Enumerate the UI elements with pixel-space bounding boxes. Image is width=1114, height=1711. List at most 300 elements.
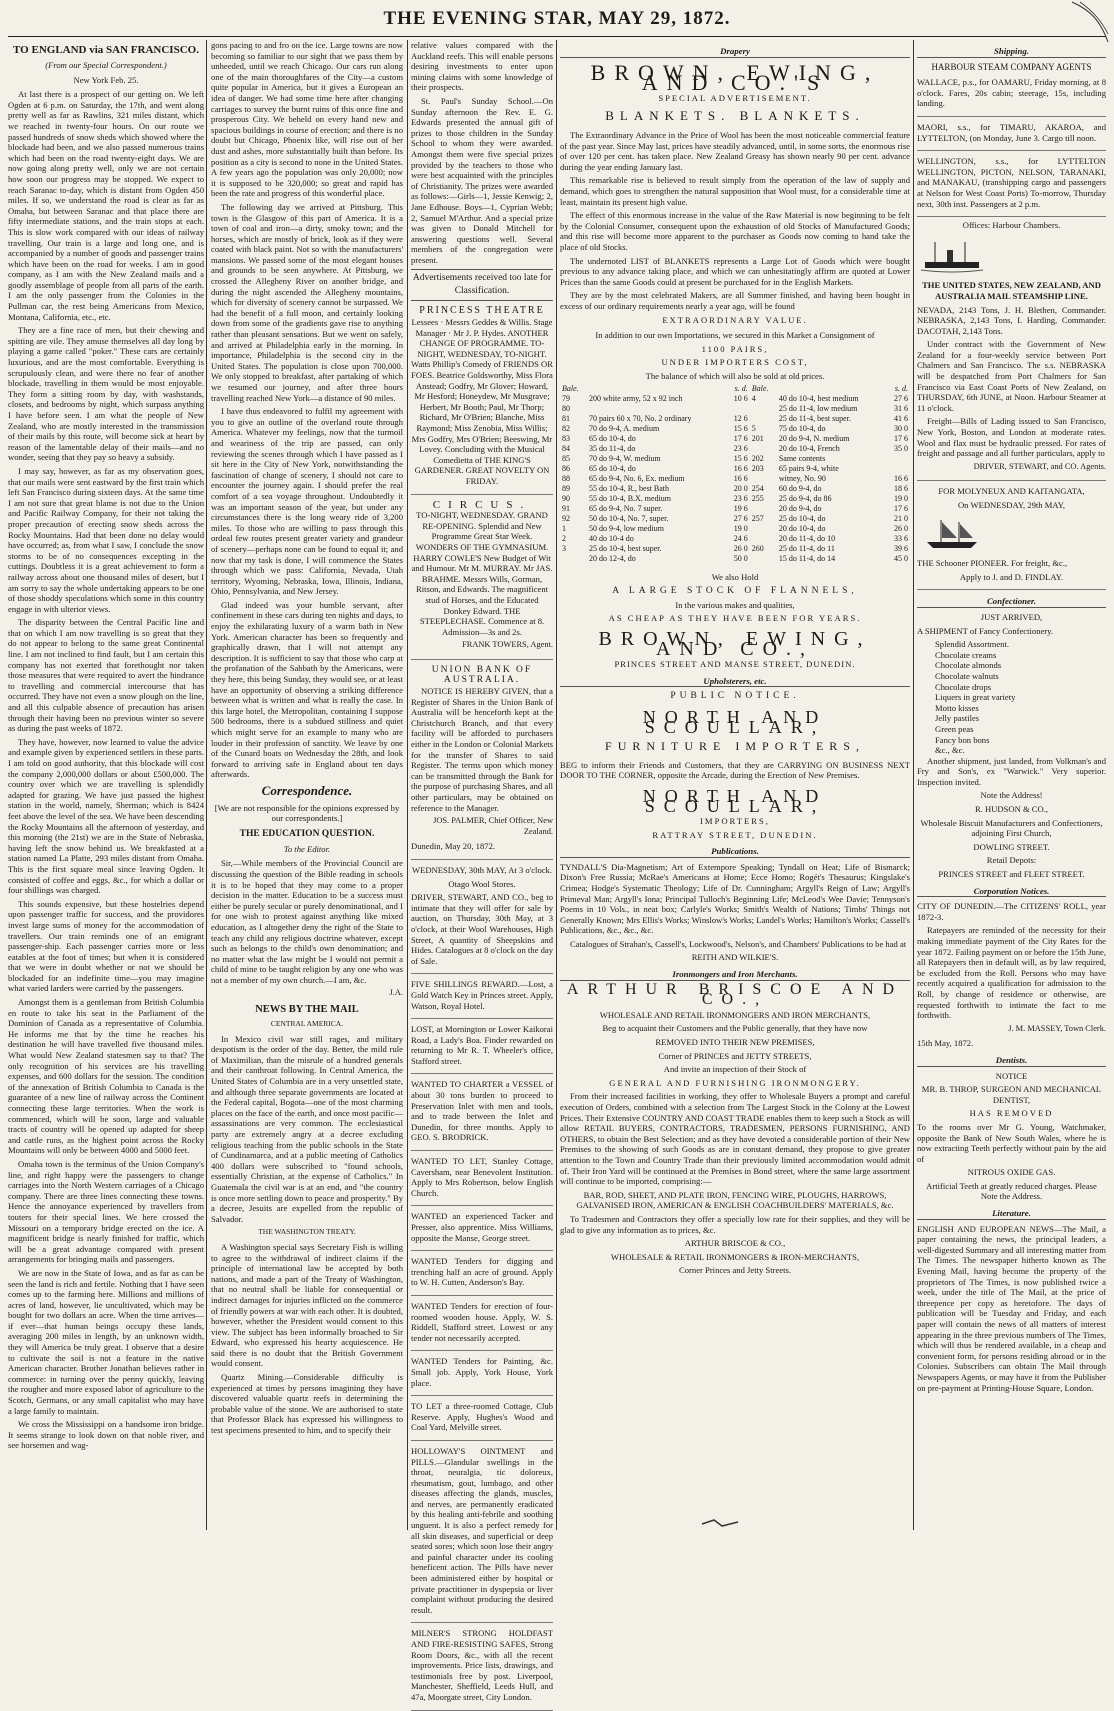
price-table-cell: 25 do 10-4, do xyxy=(778,514,826,524)
publications-text: TYNDALL'S Dia-Magnetism; Art of Extempore Speaking; Tyndall on Heat; Life of Bismarck; Dixon's Free Russia; McRae's Americans at Home; Ecce Homo; Rogét's Thesaurus; Kingslake's Crimea; Hodge's Systematic Theology; Life of Dr. Cunningham; Argyll's Reign of Law; Argyll's Primeval Man; Argyll's Iona; Principal Tulloch's Beginning Life; McLeod's Wee Davie; Tennyson's Poems in 10 Vols., in neat box; Carlyle's Works; Smith's Wealth of Nations; Timbs' Things not Generally Known; Mrs Ellis's Works; Winslow's Works; Landel's Works; Hamilton's Works; Cassell's Publications, &c., &c., &c. xyxy=(560,861,910,936)
molyneux-title: FOR MOLYNEUX AND KAITANGATA, xyxy=(938,486,1085,497)
let-ad xyxy=(411,1399,553,1441)
price-table-row xyxy=(560,504,910,514)
section-drapery: Drapery xyxy=(560,46,910,58)
price-table-cell: 20 do 11-4, do 10 xyxy=(778,534,836,544)
price-table-cell xyxy=(886,454,910,464)
briscoe-signature-2: WHOLESALE & RETAIL IRONMONGERS & IRON-MERCHANTS, xyxy=(610,1251,860,1262)
circus-title: CIRCUS. xyxy=(432,498,532,511)
price-table-cell xyxy=(587,384,726,394)
drapery-paragraph: The Extraordinary Advance in the Price of Wool has been the most noticeable commercial feature of the past year. Since May last, prices have steadily advanced, until, in some sorts, the enormous rise of over 120 per cent. has taken place. New Zealand Greasy has shown nearly 90 per cent. advance during the year ending January last. xyxy=(560,129,910,172)
holloway-text: HOLLOWAY'S OINTMENT and PILLS.—Glandular swellings in the throat, neuralgia, tic doloreux, rheumatism, gout, lumbago, and other diseases affecting the glands, muscles, and nerves, are permanently eradicated by this healing anti-febrile and soothing unguent. It is also a perfect remedy for all skin diseases, and superficial or deep seated sores; which soon lose their angry and painful character under its cooling beneficent action. The Pills have never been administered either by hospital or private practitioner in dyspepsia or liver complaint without producing the desired result. xyxy=(411,1445,553,1615)
driver-stewart-text: DRIVER, STEWART, AND CO., beg to intimate that they will offer for sale by auction, on Thursday, 30th May, at 3 o'clock, at their Wool Warehouses, High Street, A quantity of Sheepskins and Hides. Catalogues at 8 o'clock on the day of Sale. xyxy=(411,892,553,966)
price-table-row xyxy=(560,524,910,534)
price-table-cell: 17 6 xyxy=(894,504,908,514)
price-table-cell xyxy=(726,404,750,414)
price-table-cell: 16 6 xyxy=(733,474,748,484)
sale-date: WEDNESDAY, 30th MAY, At 3 o'clock. xyxy=(411,864,552,875)
massey-date: 15th May, 1872. xyxy=(917,1038,974,1049)
price-table-cell: 26 0 xyxy=(733,544,748,554)
price-table-cell: 24 6 xyxy=(733,534,748,544)
column-divider xyxy=(913,40,914,1530)
tenders-ad xyxy=(411,1299,553,1351)
section-corporation: Corporation Notices. xyxy=(917,886,1106,898)
masthead-rule xyxy=(8,36,1106,37)
article-paragraph: relative values compared with the Auckland reefs. This will enable persons desiring investments to enter upon mining claims with some knowledge of their prospects. xyxy=(411,40,553,93)
molyneux-date: On WEDNESDAY, 29th MAY, xyxy=(957,500,1066,510)
section-literature: Literature. xyxy=(917,1208,1106,1220)
price-table-cell: 20 0 xyxy=(733,484,748,494)
price-table-cell: 84 xyxy=(562,444,570,454)
article-paragraph: I have thus endeavored to fulfil my agreement with you to give an outline of the overland route through America. Whatever my feelings, now that the turmoil and weariness of the trip are passed, can only reviewing the scenes through which I have passed as I sit here in the City of New York, notwithstanding the fascination of change of scenery, I should not care to encounter the journey again. I should prefer the real comfort of a sea voyage throughout. Undoubtedly it was an important season of the year, but under any circumstances there is the long weary ride of 3,200 miles. To those who are willing to pass through this ordeal few routes present greater variety and grandeur of scenery—perhaps none can be found to equal it; and now that my task is done, I will commence the States through which we pass: California, Nevada, Utah territory, Wyoming, Nebraska, Iowa, Illinois, Indiana, Ohio, Pennsylvania, and New Jersey. xyxy=(211,406,403,597)
briscoe-beg: Beg to acquaint their Customers and the Public generally, that they have now xyxy=(602,1023,868,1034)
confectionery-item: Liquers in great variety xyxy=(935,692,1016,703)
blankets-heading: BLANKETS. BLANKETS. xyxy=(605,108,865,124)
price-table-row xyxy=(560,484,910,494)
circus-ad xyxy=(411,498,553,660)
column-4 xyxy=(560,40,910,1530)
harbour-agents: HARBOUR STEAM COMPANY AGENTS xyxy=(931,61,1092,72)
price-table-cell: 65 do 9-4, No. 6, Ex. medium xyxy=(589,474,685,484)
wallace-ad xyxy=(917,75,1106,117)
price-table-cell: 25 do 11-4, best super. xyxy=(778,414,851,424)
confectionery-item: Fancy bon bons xyxy=(935,734,990,745)
tacker-ad xyxy=(411,1209,553,1251)
price-table-cell: 23 6 xyxy=(733,444,748,454)
digging-text: WANTED Tenders for digging and trenching half an acre of ground. Apply to W. H. Cutten, Anderson's Bay. xyxy=(411,1256,553,1288)
dentist-notice: NOTICE xyxy=(995,1070,1028,1081)
section-ironmongers: Ironmongers and Iron Merchants. xyxy=(560,969,910,981)
price-table-cell: 20 do 9-4, do xyxy=(778,504,822,514)
maori-ad xyxy=(917,120,1106,151)
ink-stamp-icon xyxy=(700,1516,740,1530)
reith-wilkie: REITH AND WILKIE'S. xyxy=(691,952,779,963)
confectionery-item: Chocolate drops xyxy=(935,681,992,692)
briscoe-invite: And invite an inspection of their Stock of xyxy=(663,1064,807,1075)
article-paragraph: The following day we arrived at Pittsburg. This town is the Glasgow of this part of America. It is a town of coal and iron—a dirty, smoky town; and the horses, which are mostly of brick, look as if they were coated with black paint. Not so with the manufacturers' mansions. We passed some of the most elegant houses and grounds to be seen anywhere. At Pittsburg, we crossed the Allegheny River on another bridge, and during the night ascended the Allegheny mountains, which for diversity of scenery cannot be surpassed. We had the benefit of a full moon, and certainly looking down from some of the gradients gave rise to anything rather than pleasant sensations. But we went on safely, and arrived at Philadelphia early in the morning. In importance, Philadelphia is the second city in the United States. The population is close upon 700,000. We only stopped to breakfast, after partaking of which we resumed our journey, and after three hours travelling reached New York—a distance of 90 miles. xyxy=(211,201,403,403)
throp-name: MR. B. THROP, SURGEON AND MECHANICAL DENTIST, xyxy=(921,1084,1102,1105)
price-table-header xyxy=(560,384,910,394)
section-publications: Publications. xyxy=(560,846,910,858)
circus-text: TO-NIGHT, WEDNESDAY. GRAND RE-OPENING. Splendid and New Programme Great Star Week. WONDERS OF THE GYMNASIUM. HARRY COWLE'S New Budget of Wit and Humour. Mr M. MURRAY. Mr JAS. BRAHME. Messrs Wills, Gorman, Ritson, and Edwards. The magnificent stud of Horses, and the Educated Donkey Edward. THE STEEPLECHASE. Commence at 8. Admission—3s and 2s. xyxy=(411,510,553,637)
price-table-row xyxy=(560,514,910,524)
price-table-cell: 20 do 12-4, do xyxy=(589,554,636,564)
price-table-cell: 17 6 xyxy=(894,434,908,444)
union-bank-ad xyxy=(411,663,553,860)
news-subheading: CENTRAL AMERICA. xyxy=(270,1019,344,1029)
blanket-price-table xyxy=(560,384,910,564)
confectionery-item: Chocolate creams xyxy=(935,649,997,660)
price-table-cell: 65 do 9-4, No. 7 super. xyxy=(589,504,663,514)
price-table-cell xyxy=(750,444,777,454)
article-paragraph: We are now in the State of Iowa, and as far as can be seen the land is rich and fertile. Nothing that I have seen comes up to the farming here. Millions and millions of acres of land, however, lie uncultivated, which may be bought for two dollars an acre. When the time arrives—if ever—that human beings occupy these lands, averaging 200 miles in length, by an unknown width, they will America be truly great. I observe that a desire to cultivate the soil is not a feature in the native American character. Brother Jonathan believes rather in commerce: in turning over the penny quickly, leaving the rougher and more exposed labor of agriculture to the Scotch, Germans, or any small capitalist who may have a large family to maintain. xyxy=(8,1267,204,1416)
news-paragraph: In Mexico civil war still rages, and military despotism is the order of the day. Better, the mild rule of Maximilian, than the misrule of a hundred generals and their canthroat following. In Central America, the United States of Columbia are in a very unsettled state, and although three separate governments are located at the Federal capital, Bogota—one of the most charming places on the face of the earth, and once most pacific—assassinations are very common. The ecclesiastical party are extremely angry at a decree excluding religious teaching from the public schools in the State of Cundinamarca, and at a public meeting of Catholics 400 dollars were subscribed to "found schools, essentially Christian, at the expense of Catholics." In Guatemala the civil war is at an end, and "the country is once more settling down to peace and prosperity." By a decree, Jesuits are expelled from the republic of Salvador. xyxy=(211,1033,403,1224)
brown-ewing-brand-2: BROWN, EWING, AND CO., xyxy=(598,627,872,661)
artificial-teeth: Artificial Teeth at greatly reduced charges. Please Note the Address. xyxy=(926,1180,1097,1202)
wallace-text: WALLACE, p.s., for OAMARU, Friday morning, at 8 o'clock. Fares, 20s cabin; steerage, 15s, including landing. xyxy=(917,77,1106,109)
reward-ad xyxy=(411,977,553,1019)
price-table-cell: 89 xyxy=(562,484,570,494)
price-table-row xyxy=(560,434,910,444)
drapery-paragraph: The effect of this enormous increase in the value of the Raw Material is now beginning to be felt by the Colonial Consumer, consequent upon the exhaustion of old Stocks of Manufactured Goods; and this rise will become more apparent to the purchaser as Goods now coming to hand take the place of old Stocks. xyxy=(560,210,910,252)
price-table-row xyxy=(560,534,910,544)
molyneux-ad xyxy=(917,484,1106,590)
princess-theatre-ad xyxy=(411,304,553,494)
dowling-street: DOWLING STREET. xyxy=(973,841,1050,852)
extraordinary-value: EXTRAORDINARY VALUE. xyxy=(662,315,808,326)
price-table-cell: 30 0 xyxy=(894,424,908,434)
price-table-cell: 70 do 9-4, W. medium xyxy=(589,454,661,464)
confectionery-item: Motto kisses xyxy=(935,702,979,713)
price-table-cell: 18 6 xyxy=(894,484,908,494)
column-1 xyxy=(8,40,204,1530)
painting-ad xyxy=(411,1354,553,1396)
price-table-cell: 55 do 10-4, R., best Bath xyxy=(589,484,670,494)
price-table-cell: 85 xyxy=(562,454,570,464)
briscoe-removed: REMOVED INTO THEIR NEW PREMISES, xyxy=(655,1037,815,1048)
article-paragraph: Omaha town is the terminus of the Union Company's line, and right happy were the passengers to change carriages into the North Western carriages of a Chicago company. There are three lines connecting these towns. Hence the annoyance experienced by travellers from touters for their special lines. We here crossed the Missouri on a temporary bridge erected on the ice. A magnificent bridge is nearly finished for traffic, which will be a great advantage compared with present arrangements for bringing mails and passengers. xyxy=(8,1158,204,1265)
briscoe-signature: ARTHUR BRISCOE & CO., xyxy=(684,1238,786,1249)
depots-streets: PRINCES STREET and FLEET STREET. xyxy=(938,869,1085,880)
price-table-cell: 5 xyxy=(751,424,756,434)
price-table-cell: 17 6 xyxy=(733,434,748,444)
price-table-cell: 50 do 10-4, No. 7, super. xyxy=(589,514,669,524)
princess-text: Lessees · Messrs Geddes & Willis. Stage Manager · Mr J. P. Hydes. ANOTHER CHANGE OF PROGRAMME. TO-NIGHT, WEDNESDAY, TO-NIGHT. Watts Phillip's Comedy of FRIENDS OR FOES. Beatrice Goldsworthy, Miss Flora Anstead; Godfry, Mr Glover; Howard, Mr Hesford; Honeydew, Mr Musgrave; Herbert, Mr Booth; Paul, Mr Thorp; Richard, Mr O'Brien; Blanche, Miss Raymond; Miss Zenobia, Miss Willis; Mrs Godfry, Mrs O'Brien; Beeswing, Mr Lovey. Concluding with the Musical Comedietta of THE KING'S GARDENER. GREAT NOVELTY ON FRIDAY. xyxy=(411,317,553,486)
bank-title: UNION BANK OF AUSTRALIA. xyxy=(431,664,533,686)
cottage-ad xyxy=(411,1154,553,1206)
retail-depots: Retail Depots: xyxy=(986,855,1037,866)
price-table-cell: 39 6 xyxy=(894,544,908,554)
drapery-paragraph: This remarkable rise is believed to result simply from the operation of the law of supply and demand, which goes to strengthen the natural supposition that Wool must, for a considerable time at least, maintain its present high value. xyxy=(560,175,910,207)
price-table-cell: 20 do 10-4, do xyxy=(778,524,826,534)
charter-text: WANTED TO CHARTER a VESSEL of about 30 tons burden to proceed to Preservation Inlet with men and tools, and to trade between the Inlet and Dunedin, for three months. Apply to GEO. S. BRODRICK. xyxy=(411,1079,553,1143)
steamship-icon xyxy=(917,240,987,274)
publications-catalogues: Catalogues of Strahan's, Cassell's, Lockwood's, Nelson's, and Chambers' Publications to be had at xyxy=(570,938,907,949)
price-table-cell: 40 do 10-4 do xyxy=(589,534,634,544)
column-divider xyxy=(556,40,557,1530)
price-table-cell: 25 do 11-4, low medium xyxy=(778,404,858,414)
us-line-ships: NEVADA, 2143 Tons, J. H. Blethen, Commander. NEBRASKA, 2,143 Tons, I. Harding, Commander. DACOTAH, 2,143 Tons. xyxy=(917,304,1106,336)
price-table-cell: 65 pairs 9-4, white xyxy=(778,464,839,474)
hudson-name: R. HUDSON & CO., xyxy=(974,804,1049,815)
price-table-cell: 254 xyxy=(751,484,764,494)
bank-signature: JOS. PALMER, Chief Officer, New Zealand. xyxy=(433,816,553,836)
article-paragraph: At last there is a prospect of our getting on. We left Ogden at 6 p.m. on Saturday, the 17th, and went along pretty well as far as Rawlins, 321 miles distant, which we reached in twenty-four hours. On our route we passed hundreds of snow sheds which showed where the blockade had been, and we also passed numerous trains which had been on the road twenty-eight days. We are now going along pretty well, only we are not certain how soon our progress may be stopped. We expect to reach Saranac to-day, which is distant from Ogden 450 miles. If so, we understand the road is clear as far as Omaha, but between Saranac and that place there are fifty intermediate stations, and the train stops at each. This is slow work compared with our ideas of railway travelling. Our train is a large and long one, and is accompanied by a number of goods and passenger trains which have been on the road for weeks. I am in good company, as I am with the New Zealand mails and a goodly assemblage of people from all parts of the earth. I am the only passenger from the Colonies in the Pullman car, the rest being Americans from Mexico, Montana, California, etc., etc. xyxy=(8,89,204,322)
north-scoullar-address: RATTRAY STREET, DUNEDIN. xyxy=(652,829,818,840)
sale-place: Otago Wool Stores. xyxy=(448,878,516,889)
price-table-cell: 201 xyxy=(751,434,764,444)
price-table-cell: 25 do 10-4, best super. xyxy=(589,544,662,554)
price-table-cell xyxy=(560,554,587,564)
pairs-count: 1100 PAIRS, xyxy=(701,343,769,354)
price-table-cell: 82 xyxy=(562,424,570,434)
charter-ad xyxy=(411,1077,553,1151)
cottage-text: WANTED TO LET, Stanley Cottage, Caversham, near Benevolent Institution. Apply to Mrs Robertson, below English Church. xyxy=(411,1156,553,1198)
under-cost: UNDER IMPORTERS COST, xyxy=(661,357,809,368)
confectionery-item: Jelly pastiles xyxy=(935,713,980,724)
us-mail-line-ad xyxy=(917,234,1106,482)
price-table-cell: 91 xyxy=(562,504,570,514)
note-address: Note the Address! xyxy=(980,790,1043,801)
wellington-ad xyxy=(917,154,1106,217)
north-scoullar-sub: FURNITURE IMPORTERS, xyxy=(605,738,865,753)
freight-text: Freight—Bills of Lading issued to San Francisco, New York, Boston, and London at moderate rates. Wool and flax must be hydraulic pressed. For rates of freight and passage and all further particulars, apply to xyxy=(917,416,1106,459)
confectionery-item: &c., &c. xyxy=(935,745,965,756)
schooner-icon xyxy=(917,518,987,552)
price-table-cell xyxy=(777,384,887,394)
education-to-editor: To the Editor. xyxy=(283,843,331,854)
briscoe-general: GENERAL AND FURNISHING IRONMONGERY. xyxy=(609,1077,861,1088)
price-table-cell xyxy=(587,404,726,414)
price-table-row xyxy=(560,464,910,474)
article-paragraph: Glad indeed was your humble servant, after confinement in these cars during ten nights and days, to enjoy the exhilarating luxury of a warm bath in New York. American character has been so frequently and graphically drawn, that I will not attempt any description. It is sufficient to say that those who carp at the profanation of the Sabbath by the Americans, were they here, this being Sunday, they would see, or at least have an opportunity of observing a striking difference between what is written and what is really the case. In this large hotel, the Metropolitan, containing I suppose 500 bedrooms, there is a subdued stillness and quiet which might serve for an example to many who are louder in their profession of sanctity. We leave by one of the Cunard boats on Wednesday the 28th, and look forward to arriving safe in England about ten days afterwards. xyxy=(211,599,403,780)
flannels-heading: A LARGE STOCK OF FLANNELS, xyxy=(612,586,858,597)
another-shipment: Another shipment, just landed, from Volkman's and Fry and Son's, ex "Warwick." Very superior. Inspection invited. xyxy=(917,755,1106,787)
shipment-text: A SHIPMENT of Fancy Confectionery. xyxy=(917,625,1054,636)
price-table-cell: 81 xyxy=(562,414,570,424)
price-table-row xyxy=(560,404,910,414)
us-line-text: Under contract with the Government of New Zealand for a four-weekly service between Port Chalmers and San Francisco. The s.s. NEBRASKA will be despatched from Port Chalmers for San Francisco via East Coast Ports of New Zealand, on THURSDAY, 6th JUNE, at Noon. Harbour Steamer at 11 o'clock. xyxy=(917,339,1106,413)
bank-text: NOTICE IS HEREBY GIVEN, that a Register of Shares in the Union Bank of Australia will be henceforth kept at the Christchurch Branch, and that every facility will be afforded to purchasers either in the London or Colonial Markets for the transfer of Shares to said Register. The terms upon which money can be transmitted through the Bank for the purpose of purchasing Shares, and all other particulars, may be obtained on reference to the Manager. xyxy=(411,686,553,813)
pioneer-apply: Apply to J. and D. FINDLAY. xyxy=(959,571,1064,582)
price-table-cell: Same contents xyxy=(778,454,826,464)
massey-signature: J. M. MASSEY, Town Clerk. xyxy=(1008,1023,1106,1033)
price-table-cell: 70 pairs 60 x 70, No. 2 ordinary xyxy=(589,414,692,424)
tacker-text: WANTED an experienced Tacker and Presser, also apprentice. Miss Williams, opposite the Manse, George street. xyxy=(411,1211,553,1243)
article-paragraph: They have, however, now learned to value the advice and example given by experienced settlers in these parts. I am told on good authority, that this blockade will cost the company 2,000,000 dollars or about £500,000. The country over which we are travelling is splendidly adapted for grazing. We have just passed the highest station in the world, namely, Sherman; which is 8424 feet above the level of the sea. We have been descending the Rocky Mountains all the afternoon of yesterday, and this morning (the 21st) we are in the State of Nebraska, having left the snow behind us. We breakfasted at a station named La Platte, 293 miles distant from Omaha. This is the first square meal since leaving Ogden. It consisted of coffee and eggs, &c., for which a dollar or four shillings was charged. xyxy=(8,736,204,896)
confectionery-item: Splendid Assortment. xyxy=(935,639,1010,650)
price-table-cell: 55 do 10-4, B.X. medium xyxy=(589,494,672,504)
price-table-cell: 257 xyxy=(751,514,764,524)
price-table-cell: 86 xyxy=(562,464,570,474)
price-table-row xyxy=(560,554,910,564)
price-table-row xyxy=(560,424,910,434)
article-paragraph: The disparity between the Central Pacific line and that on which I am now travelling is so great that they do not appear to belong to the same great Continental line. I am not inclined to find fault, but I am certain this company has not exerted that forethought nor taken those measures that were required to avert the hindrance to travelling and commercial intercourse that has occurred. They have not even a snow plough on the line, and all this culpable absence of precaution has arisen through their having been no previous winter so severe as during the past weeks of 1872. xyxy=(8,617,204,734)
article-paragraph: gons pacing to and fro on the ice. Large towns are now becoming so familiar to our sight that we pass them by unheeded, until we reach Chicago. Our cars run along one of the main thoroughfares of the City—a custom quite popular in America, but it gives a European an idea of danger. We had some time here after changing carriages to survey the burnt ruins of this once fine and prosperous City. We beheld on every hand new and spacious buildings in course of erection; and there is no doubt but Chicago, Phoenix like, will rise out of her dust and ashes, more substantially built than before. Its position as a city is second to none in the United States. A few years ago the population was only 20,000; now it is supposed to be 320,000; so great and rapid has been the rate and progress of this wonderful place. xyxy=(211,40,403,199)
hudson-sub: Wholesale Biscuit Manufacturers and Confectioners, adjoining First Church, xyxy=(920,817,1103,839)
price-table-cell: 75 do 10-4, do xyxy=(778,424,826,434)
tenders-text: WANTED Tenders for erection of four-roomed wooden house. Apply, W. S. Riddell, Stafford street. Lowest or any tender not necessarily accepted. xyxy=(411,1300,553,1343)
price-table-cell: 15 6 xyxy=(733,424,748,434)
price-table-cell: 20 do 10-4, French xyxy=(778,444,840,454)
price-table-cell: 16 6 xyxy=(894,474,908,484)
price-table-cell: 40 do 10-4, best medium xyxy=(778,394,859,404)
price-table-cell: 50 0 xyxy=(733,554,748,564)
cheap-text: AS CHEAP AS THEY HAVE BEEN FOR YEARS. xyxy=(608,613,862,624)
confectionery-item: Chocolate walnuts xyxy=(935,670,999,681)
price-table-cell xyxy=(750,414,777,424)
flannels-sub: In the various makes and qualities, xyxy=(675,599,795,610)
price-table-cell: 65 do 10-4, do xyxy=(589,434,636,444)
price-table-cell: 203 xyxy=(751,464,764,474)
late-ads-heading: Advertisements received too late for Classification. xyxy=(411,269,553,301)
price-table-row xyxy=(560,474,910,484)
column-divider xyxy=(407,40,408,1530)
column-5 xyxy=(917,40,1106,1530)
wellington-text: WELLINGTON, s.s., for LYTTELTON WELLINGTON, PICTON, NELSON, TARANAKI, and MANAKAU, (transhipping cargo and passengers at Nelson for West Coast Ports) To-morrow, Thursday next, 30th inst. Passengers at 2 p.m. xyxy=(917,156,1106,209)
price-table-cell: 3 xyxy=(562,544,566,554)
price-table-cell: 21 0 xyxy=(894,514,908,524)
correspondence-heading: Correspondence. xyxy=(261,782,353,798)
price-table-cell: 90 xyxy=(562,494,570,504)
news-heading: NEWS BY THE MAIL xyxy=(255,1004,359,1016)
brown-ewing-brand: BROWN, EWING, AND CO.'S xyxy=(590,59,880,96)
price-table-row xyxy=(560,394,910,404)
price-table-row xyxy=(560,544,910,554)
addition-text: In addition to our own Importations, we secured in this Market a Consignment of xyxy=(595,330,875,341)
price-table-cell xyxy=(750,474,777,484)
brown-ewing-address: PRINCES STREET AND MANSE STREET, DUNEDIN. xyxy=(614,659,856,669)
article-byline: (From our Special Correspondent.) xyxy=(45,60,167,70)
briscoe-signature-3: Corner Princes and Jetty Streets. xyxy=(679,1265,791,1276)
news-paragraph: A Washington special says Secretary Fish is willing to agree to the withdrawal of indirect claims if the principle of international law be accepted by both nations, and made a part of the Treaty of Washington, that no neutral shall be liable for consequential or indirect damages for injuries inflicted on the commerce of friendly powers at war with each other. It is doubted, however, whether the President would consent to this view. The subject has been informally broached to Sir Edward, who expressed his hearty acquiescence. He said there is no doubt that the British Government would consent. xyxy=(211,1241,403,1369)
price-table-cell: 25 do 9-4, do 86 xyxy=(778,494,832,504)
briscoe-text: From their increased facilities in working, they offer to Wholesale Buyers a prompt and careful execution of Orders, combined with a selection from The Largest Stock in the Colony at the Lowest Prices. Their Extensive COUNTRY AND COAST TRADE enables them to keep such a Stock as will allow RETAIL BUYERS, CONTRACTORS, TRADESMEN, PERSONS FURNISHING, AND OTHERS, to obtain the Best Selection; and as they have devoted a considerable portion of their New Premises to the showing of such Goods as are in constant demand, they propose to give greater attention to the Town and Country Trade than their previously limited accommodation would admit of. Their Iron Yard will be continued at the Premises in Bond street, where the same large assortment will continue to be imported, comprising:— xyxy=(560,1091,910,1187)
briscoe-corner: Corner of PRINCES and JETTY STREETS, xyxy=(658,1050,812,1061)
education-heading: THE EDUCATION QUESTION. xyxy=(239,828,375,839)
price-table-cell: 15 6 xyxy=(733,454,748,464)
pioneer-text: THE Schooner PIONEER. For freight, &c., xyxy=(917,558,1068,569)
price-table-cell: Bale. xyxy=(562,384,579,394)
price-table-row xyxy=(560,444,910,454)
literature-text: ENGLISH AND EUROPEAN NEWS—The Mail, a paper containing the news, the principal leaders, a well-digested Summary and all interesting matter from The Times. The newspaper hitherto known as The Evening Mail, having become the property of the proprietors of The Times, is now published twice a week, under the title of The Mail, at the price of threepence per copy as heretofore. The days of publication will be Tuesday and Friday, and each paper will contain the news of all matters of interest appearing in the three previous numbers of The Times, which will thus be rendered available, in a cheap and convenient form, for persons residing abroad or in the Colonies. Subscribers can obtain The Mail through Newspapers Agents, or may have it from the Publisher on pre-payment at Printing-House Square, London. xyxy=(917,1223,1106,1393)
north-scoullar-importers: IMPORTERS, xyxy=(700,815,770,826)
price-table-cell: 202 xyxy=(751,454,764,464)
princess-title: PRINCESS THEATRE xyxy=(419,305,545,317)
price-table-cell: 26 0 xyxy=(894,524,908,534)
price-table-cell: 27 6 xyxy=(894,394,908,404)
price-table-cell: 2 xyxy=(562,534,566,544)
agents-signature: DRIVER, STEWART, and CO. Agents. xyxy=(973,461,1106,471)
price-table-cell: Bale. xyxy=(751,384,769,394)
nitrous-oxide: NITROUS OXIDE GAS. xyxy=(967,1167,1056,1178)
article-paragraph: We cross the Mississippi on a handsome iron bridge. It seems strange to look down on that noble river, and see horsemen and wag- xyxy=(8,1419,204,1451)
price-table-cell: 260 xyxy=(751,544,764,554)
city-roll-text: Ratepayers are reminded of the necessity for their making immediate payment of the City Rates for the year 1872. Failing payment on or before the 15th June, all Ratepayers then in default will, as by law required, be excluded from the Roll. Persons who may have recently acquired a qualification for admission to the Roll, by change of residence or otherwise, are requested forthwith to intimate the fact to me forthwith. xyxy=(917,925,1106,1021)
price-table-cell: 200 white army, 52 x 92 inch xyxy=(589,394,683,404)
offices-text: Offices: Harbour Chambers. xyxy=(962,220,1061,231)
special-advertisement: SPECIAL ADVERTISEMENT. xyxy=(658,92,812,103)
price-table-cell: 31 6 xyxy=(894,404,908,414)
price-table-cell: 19 0 xyxy=(894,494,908,504)
price-table-cell: 20 do 9-4, N. medium xyxy=(778,434,850,444)
price-table-cell: 19 0 xyxy=(733,524,748,534)
confectionery-list xyxy=(917,639,1106,756)
price-table-cell: 16 6 xyxy=(733,464,748,474)
briscoe-trade: To Tradesmen and Contractors they offer a specially low rate for their supplies, and they will be glad to give any information as to prices, &c. xyxy=(560,1213,910,1235)
price-table-cell: s. d. xyxy=(894,384,908,394)
column-2 xyxy=(211,40,403,1530)
sale-ad xyxy=(411,863,553,974)
painting-text: WANTED Tenders for Painting, &c. Small job. Apply, York House, York place. xyxy=(411,1356,553,1388)
price-table-cell: 19 6 xyxy=(733,504,748,514)
price-table-row xyxy=(560,414,910,424)
section-shipping: Shipping. xyxy=(917,46,1106,58)
section-confectioner: Confectioner. xyxy=(917,596,1106,608)
price-table-cell xyxy=(750,404,777,414)
city-roll-title: CITY OF DUNEDIN.—The CITIZENS' ROLL, year 1872-3. xyxy=(917,901,1106,922)
lost-ad xyxy=(411,1022,553,1074)
article-dateline: New York Feb. 25. xyxy=(73,74,139,85)
news-paragraph: Quartz Mining.—Considerable difficulty is experienced at times by persons imagining they have discovered valuable quartz reefs in determining the probable value of the stone. We are authorised to state that Professor Black has expressed his willingness to test specimens presented to him, and to specify their xyxy=(211,1372,403,1436)
throp-text: To the rooms over Mr G. Young, Watchmaker, opposite the Bank of New South Wales, where he is now extracting Teeth perfectly without pain by the aid of xyxy=(917,1121,1106,1164)
price-table-cell xyxy=(750,504,777,514)
confectionery-item: Chocolate almonds xyxy=(935,660,1002,671)
price-table-cell: 35 do 11-4, do xyxy=(589,444,636,454)
digging-ad xyxy=(411,1254,553,1296)
briscoe-brand: ARTHUR BRISCOE AND CO., xyxy=(566,980,904,1009)
price-table-cell: 60 do 9-4, do xyxy=(778,484,822,494)
price-table-cell: witney, No. 90 xyxy=(778,474,826,484)
price-table-cell: 1 xyxy=(562,524,566,534)
north-scoullar-brand-2: NORTH AND SCOULLAR, xyxy=(642,785,828,817)
price-table-cell: 27 6 xyxy=(733,514,748,524)
north-scoullar-brand: NORTH AND SCOULLAR, xyxy=(642,706,828,738)
article-paragraph: This sounds expensive, but these hostelries depend upon passenger traffic for success, and the providores invest large sums of money for the accommodation of travellers. Our train reminds one of an emigrant passenger-ship. Each passenger carries more or less eatables at the foot of times; but when it is considered that we were in doubt whether or not we should be blockaded for an indefinite time—you may imagine what varied larders were carried by the passengers. xyxy=(8,898,204,994)
education-signature: J.A. xyxy=(389,988,403,998)
price-table-cell xyxy=(750,524,777,534)
article-paragraph: I may say, however, as far as my observation goes, that our mails were sent eastward by the first train which left San Francisco during sixteen days. At the same time I am not sure that great blame is not due to the Union and Pacific Railway Company, for their not taking the proper precaution of erecting snow sheds across the Rocky Mountains. Had that been done no delay would have occurred; as, from what I saw, I conclude the snow storms to be of no consequences excepting in the cuttings. Doubtless it is a great achievement to form a railway across about one thousand miles of desert, but I am sorry to say the whole undertaking appears to be one of those shoddy speculations which some in this country engage in with ulterior views. xyxy=(8,465,204,614)
price-table-cell: 92 xyxy=(562,514,570,524)
correspondence-note: [We are not responsible for the opinions expressed by our correspondents.] xyxy=(214,802,400,824)
price-table-cell: 255 xyxy=(751,494,764,504)
also-hold: We also Hold xyxy=(711,572,759,583)
corner-flourish-icon xyxy=(1070,0,1110,44)
education-letter: Sir,—While members of the Provincial Council are discussing the question of the Bible reading in schools it is to be hoped that they may come to a proper decision in the matter. Education to be a success must either be purely secular or purely denominational, and I for one wish to protest against anything like mixed education, as I altogether deny the right of the State to teach any child any religious doctrine whatever, except such as belongs to the child's own denomination; and no matter what the law might be I would not permit a child of mine to be taught religion by any one who was not a member of my own church.—I am, &c. xyxy=(211,858,403,985)
milner-ad xyxy=(411,1626,553,1710)
lost-text: LOST, at Mornington or Lower Kaikorai Road, a Lady's Boa. Finder rewarded on returning to Mr R. T. Wheeler's office, Stafford street. xyxy=(411,1024,553,1066)
price-table-cell: 79 xyxy=(562,394,570,404)
drapery-paragraph: They are by the most celebrated Makers, are all Summer finished, and having been bought in excess of our ordinary requirements nearly a year ago, will be found xyxy=(560,290,910,311)
news-subheading: THE WASHINGTON TREATY. xyxy=(258,1227,356,1237)
price-table-cell: 88 xyxy=(562,474,570,484)
price-table-cell: 15 do 11-4, do 14 xyxy=(778,554,836,564)
price-table-cell: 83 xyxy=(562,434,570,444)
circus-signature: FRANK TOWERS, Agent. xyxy=(462,640,553,650)
price-table-cell: 45 0 xyxy=(894,554,908,564)
price-table-cell: 33 6 xyxy=(894,534,908,544)
public-notice: PUBLIC NOTICE. xyxy=(670,691,800,702)
us-line-title: THE UNITED STATES, NEW ZEALAND, AND AUSTRALIA MAIL STEAMSHIP LINE. xyxy=(922,280,1101,301)
column-3 xyxy=(411,40,553,1702)
price-table-cell xyxy=(750,554,777,564)
price-table-cell xyxy=(750,534,777,544)
north-scoullar-text: BEG to inform their Friends and Customers, that they are CARRYING ON BUSINESS NEXT DOOR TO THE CORNER, opposite the Arcade, during the Erection of New Premises. xyxy=(560,759,910,781)
column-divider xyxy=(206,40,207,1530)
price-table-cell: 12 6 xyxy=(733,414,748,424)
price-table-cell: 10 6 xyxy=(733,394,748,404)
let-text: TO LET a three-roomed Cottage, Club Reserve. Apply, Hughes's Wood and Coal Yard, Melville street. xyxy=(411,1401,553,1433)
price-table-cell: 35 0 xyxy=(894,444,908,454)
section-upholsterers: Upholsterers, etc. xyxy=(560,676,910,688)
price-table-cell: 70 do 9-4, A. medium xyxy=(589,424,660,434)
price-table-row xyxy=(560,454,910,464)
has-removed: HAS REMOVED xyxy=(969,1108,1054,1119)
article-heading: TO ENGLAND via SAN FRANCISCO. xyxy=(13,44,199,56)
price-table-row xyxy=(560,494,910,504)
price-table-cell: 50 do 9-4, low medium xyxy=(589,524,664,534)
article-paragraph: Amongst them is a gentleman from British Columbia en route to take his seat in the Parliament of the Dominion of Canada as a representative of Columbia. He informs me that by the time he reaches his destination he will have travelled five thousand miles. What would New Zealand statesmen say to that? The only recognition of his services are his travelling expenses, and 600 dollars for the session. The condition of the annexation of British Columbia to Canada is the guarantee of a new line of railway across the Continent connecting these large territories. When the work is commenced, which will be soon, large and valuable tracts of country will be opened up adapted for sheep and cattle runs, as the highest point across the Rocky Mountains will only be between 4000 and 5000 feet. xyxy=(8,997,204,1156)
bank-date: Dunedin, May 20, 1872. xyxy=(411,841,496,852)
article-paragraph: St. Paul's Sunday School.—On Sunday afternoon the Rev. E. G. Edwards presented the annual gift of prizes to those children in the Sunday School to whom they were awarded. Amongst them were five special prizes provided by the teachers to those who were best acquainted with the principles of Christianity. The prizes were awarded as follows:—Girls—1, Jessie Kenwig; 2, Jane Edhouse. Boys—1, Cyprian Webb; 2, Samuel M'Arthur. And a special prize was given to Donald Mitchell for answering questions well. Several members of the congregation were present. xyxy=(411,95,553,265)
briscoe-sub: WHOLESALE AND RETAIL IRONMONGERS AND IRON MERCHANTS, xyxy=(599,1009,871,1020)
milner-text: MILNER'S STRONG HOLDFAST AND FIRE-RESISTING SAFES, Strong Room Doors, &c., with all the recent improvements. Price lists, drawings, and testimonials free by post. Liverpool, Manchester, Sheffield, Leeds Hull, and 47a, Moorgate street, City London. xyxy=(411,1628,553,1702)
price-table-cell: 23 6 xyxy=(733,494,748,504)
balance-text: The balance of which will also be sold at old prices. xyxy=(645,370,825,381)
confectionery-item: Green peas xyxy=(935,723,974,734)
price-table-cell: 80 xyxy=(562,404,570,414)
holloway-ad xyxy=(411,1444,553,1624)
